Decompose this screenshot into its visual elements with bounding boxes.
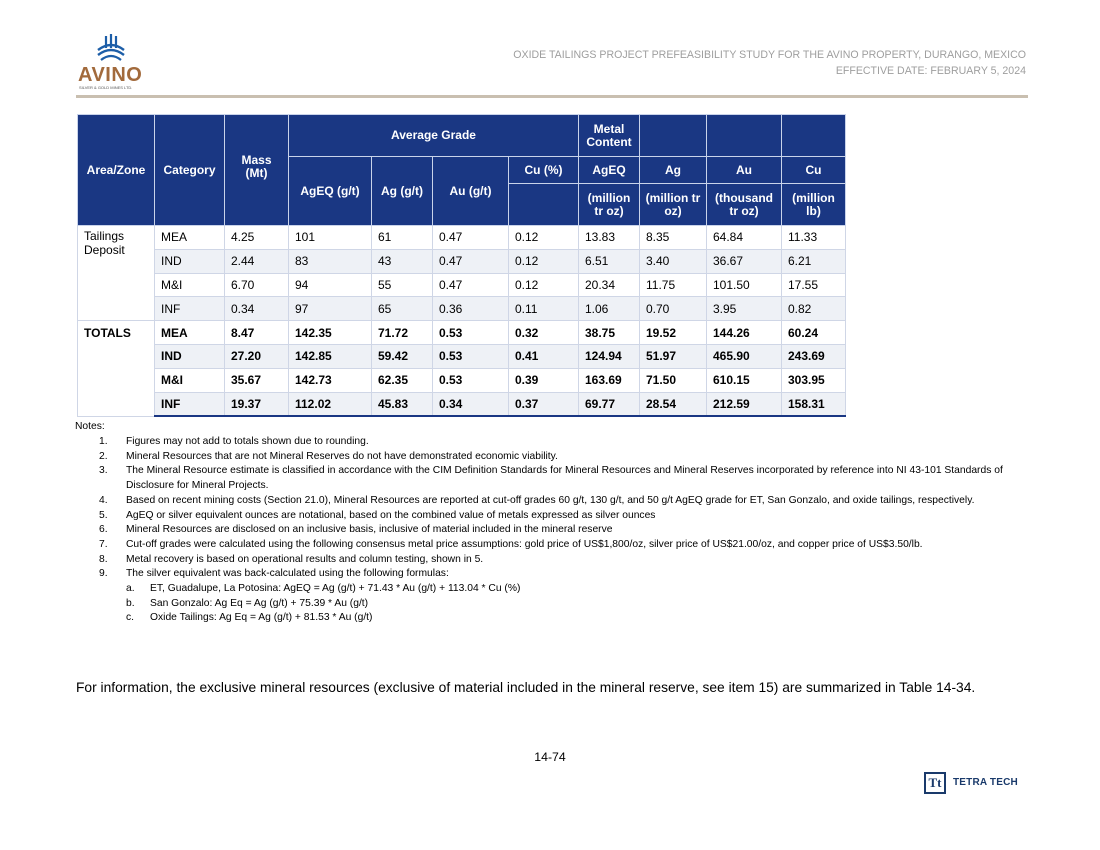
- note-text: Based on recent mining costs (Section 21.0), Mineral Resources are reported at cut-off grades 60 g/t, 130 g/t, and 50 g/t AgEQ grade for ET, San Gonzalo, and oxide tailings, respectively.: [126, 494, 975, 506]
- note-subitem-letter: c.: [126, 612, 135, 624]
- table-cell: 0.36: [433, 297, 509, 321]
- tetra-tech-name: TETRA TECH: [953, 777, 1018, 788]
- note-subitem: [75, 597, 1035, 612]
- table-cell: 303.95: [782, 368, 846, 392]
- table-row: [78, 344, 846, 368]
- note-number: 8.: [99, 553, 108, 565]
- table-cell: IND: [155, 344, 225, 368]
- table-row: [78, 321, 846, 345]
- note-item: [75, 567, 1035, 582]
- note-number: 3.: [99, 465, 108, 477]
- avino-wave-icon: [92, 34, 132, 64]
- header-ag-gt: Ag (g/t): [372, 157, 433, 226]
- note-subitem-text: San Gonzalo: Ag Eq = Ag (g/t) + 75.39 * Au (g/t): [150, 597, 369, 609]
- table-cell: 0.12: [509, 249, 579, 273]
- header-mc-ag-unit: (million tr oz): [640, 184, 707, 226]
- note-subitem-text: ET, Guadalupe, La Potosina: AgEQ = Ag (g/t) + 71.43 * Au (g/t) + 113.04 * Cu (%): [150, 583, 521, 595]
- note-number: 6.: [99, 524, 108, 536]
- table-cell: 101: [289, 226, 372, 250]
- notes-title: Notes:: [75, 421, 105, 432]
- table-body: [78, 226, 846, 417]
- table-cell: 94: [289, 273, 372, 297]
- header-title: OXIDE TAILINGS PROJECT PREFEASIBILITY STUDY FOR THE AVINO PROPERTY, DURANGO, MEXICO: [513, 49, 1026, 61]
- table-cell: 27.20: [225, 344, 289, 368]
- table-cell: 0.34: [433, 392, 509, 416]
- table-cell: 64.84: [707, 226, 782, 250]
- note-subitem: [75, 582, 1035, 597]
- table-cell: 0.32: [509, 321, 579, 345]
- note-text: The Mineral Resource estimate is classified in accordance with the CIM Definition Standards for Mineral Resources and Mineral Reserves incorporated by reference into NI 43-101 Standards of Disclosure for Mineral Projects.: [126, 465, 1003, 492]
- table-cell: 0.12: [509, 273, 579, 297]
- header-mc-ageq: AgEQ: [579, 157, 640, 184]
- header-mass-label: Mass (Mt): [241, 153, 272, 180]
- header-blank: [509, 184, 579, 226]
- table-cell: 2.44: [225, 249, 289, 273]
- body-paragraph: For information, the exclusive mineral resources (exclusive of material included in the mineral reserve, see item 15) are summarized in Table 14-34.: [76, 680, 976, 695]
- note-number: 4.: [99, 494, 108, 506]
- table-cell: 65: [372, 297, 433, 321]
- header-mc-au-unit: (thousand tr oz): [707, 184, 782, 226]
- header-category: Category: [155, 115, 225, 226]
- header-mc-cu: Cu: [782, 157, 846, 184]
- table-cell: 19.52: [640, 321, 707, 345]
- table-cell: INF: [155, 297, 225, 321]
- note-item: [75, 464, 1035, 493]
- note-subitem: [75, 611, 1035, 626]
- note-text: Mineral Resources that are not Mineral Reserves do not have demonstrated economic viability.: [126, 450, 558, 462]
- table-cell: 6.51: [579, 249, 640, 273]
- area-zone-cell: TOTALS: [78, 321, 155, 417]
- table-cell: 0.12: [509, 226, 579, 250]
- table-cell: 465.90: [707, 344, 782, 368]
- table-cell: IND: [155, 249, 225, 273]
- notes-list: [75, 435, 1035, 626]
- table-cell: 55: [372, 273, 433, 297]
- header-mc-cu-unit: (million lb): [782, 184, 846, 226]
- note-item: [75, 494, 1035, 509]
- table-cell: 45.83: [372, 392, 433, 416]
- header-mass: [225, 115, 289, 226]
- table-cell: M&I: [155, 368, 225, 392]
- table-cell: 4.25: [225, 226, 289, 250]
- note-item: [75, 435, 1035, 450]
- table-cell: MEA: [155, 321, 225, 345]
- note-item: [75, 523, 1035, 538]
- header-cu-pct: Cu (%): [509, 157, 579, 184]
- table-cell: 0.70: [640, 297, 707, 321]
- table-cell: 0.47: [433, 226, 509, 250]
- table-cell: 0.34: [225, 297, 289, 321]
- table-cell: 112.02: [289, 392, 372, 416]
- table-cell: 243.69: [782, 344, 846, 368]
- note-text: The silver equivalent was back-calculated using the following formulas:: [126, 568, 449, 580]
- note-item: [75, 553, 1035, 568]
- header-mc-ag: Ag: [640, 157, 707, 184]
- table-cell: 6.21: [782, 249, 846, 273]
- table-cell: 36.67: [707, 249, 782, 273]
- table-cell: 11.75: [640, 273, 707, 297]
- table-cell: 158.31: [782, 392, 846, 416]
- avino-logo: [78, 34, 148, 90]
- table-cell: 610.15: [707, 368, 782, 392]
- mineral-resource-table: [77, 114, 846, 417]
- table-cell: 0.41: [509, 344, 579, 368]
- logo-subtitle: SILVER & GOLD MINES LTD.: [79, 85, 133, 90]
- table-cell: 13.83: [579, 226, 640, 250]
- note-item: [75, 538, 1035, 553]
- table-cell: 60.24: [782, 321, 846, 345]
- header-divider: [76, 95, 1028, 98]
- table-cell: 8.35: [640, 226, 707, 250]
- table-cell: 0.53: [433, 368, 509, 392]
- table-cell: INF: [155, 392, 225, 416]
- note-subitem-letter: a.: [126, 583, 135, 595]
- table-cell: 124.94: [579, 344, 640, 368]
- table-cell: 19.37: [225, 392, 289, 416]
- note-number: 9.: [99, 568, 108, 580]
- header-mc-au: Au: [707, 157, 782, 184]
- table-cell: 59.42: [372, 344, 433, 368]
- table-cell: 97: [289, 297, 372, 321]
- note-number: 1.: [99, 436, 108, 447]
- table-cell: 8.47: [225, 321, 289, 345]
- table-cell: 35.67: [225, 368, 289, 392]
- table-cell: 0.11: [509, 297, 579, 321]
- header-ageq-gt: AgEQ (g/t): [289, 157, 372, 226]
- note-number: 2.: [99, 450, 108, 462]
- header-metal-content: Metal Content: [579, 115, 640, 157]
- table-cell: 142.85: [289, 344, 372, 368]
- table-cell: 71.72: [372, 321, 433, 345]
- note-text: Mineral Resources are disclosed on an inclusive basis, inclusive of material included in the mineral reserve: [126, 524, 613, 536]
- logo-name: AVINO: [78, 64, 143, 86]
- table-cell: 142.73: [289, 368, 372, 392]
- table-cell: 69.77: [579, 392, 640, 416]
- table-cell: 1.06: [579, 297, 640, 321]
- table-cell: 28.54: [640, 392, 707, 416]
- page-number: 14-74: [534, 750, 566, 764]
- table-cell: 144.26: [707, 321, 782, 345]
- table-cell: 62.35: [372, 368, 433, 392]
- table-row: [78, 297, 846, 321]
- table-row: [78, 273, 846, 297]
- note-number: 5.: [99, 509, 108, 521]
- table-cell: 0.47: [433, 273, 509, 297]
- table-cell: 71.50: [640, 368, 707, 392]
- table-cell: 83: [289, 249, 372, 273]
- note-number: 7.: [99, 538, 108, 550]
- table-cell: 0.39: [509, 368, 579, 392]
- note-subitem-text: Oxide Tailings: Ag Eq = Ag (g/t) + 81.53 * Au (g/t): [150, 612, 373, 624]
- table-row: [78, 249, 846, 273]
- table-row: [78, 392, 846, 416]
- header-blank: [707, 115, 782, 157]
- note-text: AgEQ or silver equivalent ounces are notational, based on the combined value of metals expressed as silver ounces: [126, 509, 656, 521]
- table-cell: 0.53: [433, 321, 509, 345]
- table-cell: 43: [372, 249, 433, 273]
- table-cell: 3.40: [640, 249, 707, 273]
- note-subitem-letter: b.: [126, 597, 135, 609]
- table-cell: 142.35: [289, 321, 372, 345]
- table-cell: 3.95: [707, 297, 782, 321]
- table-cell: 11.33: [782, 226, 846, 250]
- table-cell: 51.97: [640, 344, 707, 368]
- table-row: [78, 368, 846, 392]
- note-item: [75, 450, 1035, 465]
- table-row: [78, 226, 846, 250]
- table-cell: 0.53: [433, 344, 509, 368]
- tetra-tech-icon: Tt: [924, 772, 946, 794]
- header-area-zone: Area/Zone: [78, 115, 155, 226]
- table-cell: M&I: [155, 273, 225, 297]
- table-cell: 38.75: [579, 321, 640, 345]
- header-effective-date: EFFECTIVE DATE: FEBRUARY 5, 2024: [835, 65, 1026, 77]
- note-text: Cut-off grades were calculated using the following consensus metal price assumptions: gold price of US$1,800/oz, silver price of US$21.00/oz, and copper price of US$3.50/lb.: [126, 538, 923, 550]
- header-mc-ageq-unit: (million tr oz): [579, 184, 640, 226]
- table-cell: 20.34: [579, 273, 640, 297]
- table-cell: 0.47: [433, 249, 509, 273]
- table-cell: 6.70: [225, 273, 289, 297]
- header-blank: [782, 115, 846, 157]
- header-au-gt: Au (g/t): [433, 157, 509, 226]
- table-cell: 212.59: [707, 392, 782, 416]
- header-average-grade: Average Grade: [289, 115, 579, 157]
- table-cell: 163.69: [579, 368, 640, 392]
- table-cell: MEA: [155, 226, 225, 250]
- note-item: [75, 509, 1035, 524]
- table-cell: 0.37: [509, 392, 579, 416]
- note-text: Figures may not add to totals shown due to rounding.: [126, 436, 369, 447]
- table-cell: 17.55: [782, 273, 846, 297]
- table-cell: 0.82: [782, 297, 846, 321]
- header-blank: [640, 115, 707, 157]
- area-zone-cell: Tailings Deposit: [78, 226, 155, 321]
- table-cell: 61: [372, 226, 433, 250]
- table-cell: 101.50: [707, 273, 782, 297]
- note-text: Metal recovery is based on operational results and column testing, shown in 5.: [126, 553, 484, 565]
